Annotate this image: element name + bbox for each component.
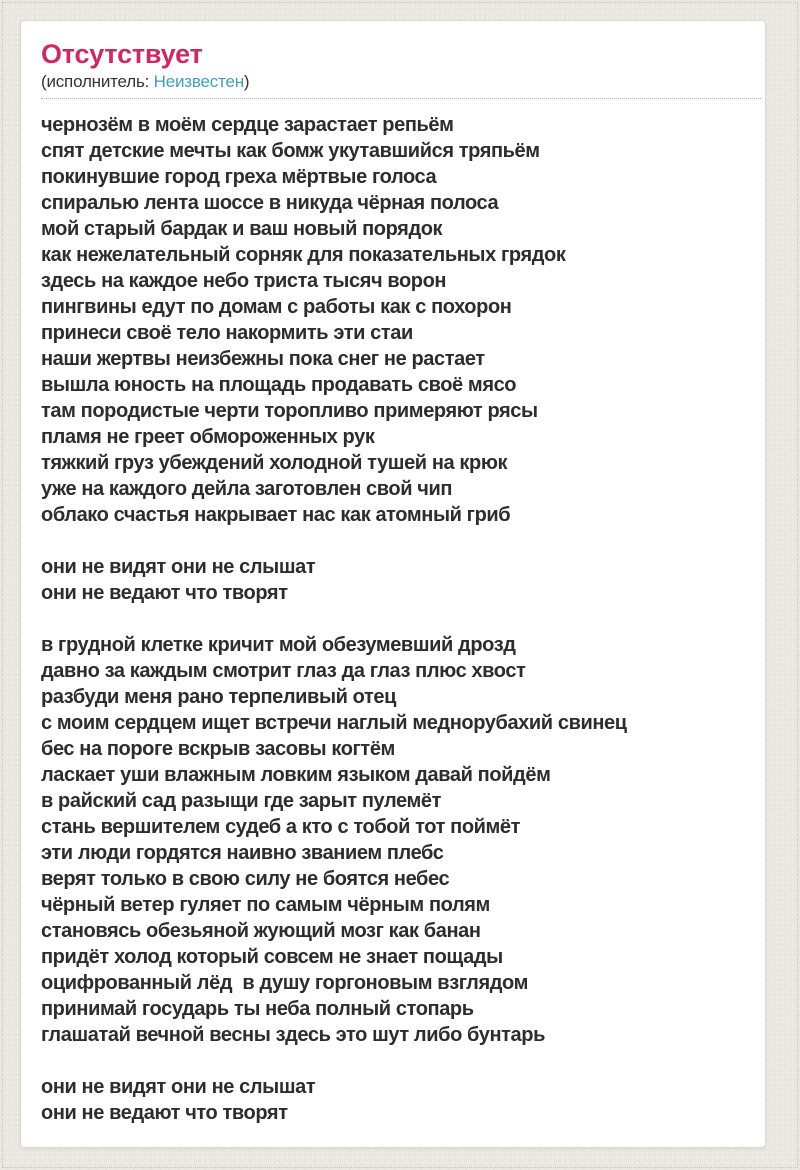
lyric-line: наши жертвы неизбежны пока снег не растает: [41, 348, 485, 370]
lyric-line: верят только в свою силу не боятся небес: [41, 868, 450, 890]
artist-line: [41, 72, 761, 99]
lyric-line: облако счастья накрывает нас как атомный гриб: [41, 504, 511, 526]
lyric-line: чёрный ветер гуляет по самым чёрным полям: [41, 894, 490, 916]
lyric-line: глашатай вечной весны здесь это шут либо бунтарь: [41, 1024, 545, 1046]
lyric-line: стань вершителем судеб а кто с тобой тот поймёт: [41, 816, 521, 838]
lyric-line: они не ведают что творят: [41, 1102, 288, 1124]
artist-label-prefix: (исполнитель:: [41, 72, 154, 91]
lyric-line: давно за каждым смотрит глаз да глаз плюс хвост: [41, 660, 526, 682]
lyric-line: они не видят они не слышат: [41, 556, 316, 578]
lyric-line: [41, 1048, 761, 1074]
lyric-line: здесь на каждое небо триста тысяч ворон: [41, 270, 447, 292]
lyric-line: разбуди меня рано терпеливый отец: [41, 686, 397, 708]
lyrics-card: [20, 20, 766, 1148]
lyric-line: там породистые черти торопливо примеряют рясы: [41, 400, 538, 422]
artist-link[interactable]: Неизвестен: [153, 72, 244, 91]
lyric-line: принимай государь ты неба полный стопарь: [41, 998, 474, 1020]
lyric-line: вышла юность на площадь продавать своё мясо: [41, 374, 517, 396]
lyrics-text: [41, 112, 761, 1126]
lyric-line: эти люди гордятся наивно званием плебс: [41, 842, 444, 864]
artist-label-suffix: ): [243, 72, 250, 91]
lyric-line: в грудной клетке кричит мой обезумевший дрозд: [41, 634, 516, 656]
lyric-line: мой старый бардак и ваш новый порядок: [41, 218, 443, 240]
lyric-line: пингвины едут по домам с работы как с похорон: [41, 296, 512, 318]
lyric-line: уже на каждого дейла заготовлен свой чип: [41, 478, 453, 500]
lyric-line: тяжкий груз убеждений холодной тушей на крюк: [41, 452, 508, 474]
lyric-line: они не ведают что творят: [41, 582, 288, 604]
lyric-line: чернозём в моём сердце зарастает репьём: [41, 114, 454, 136]
lyric-line: [41, 606, 761, 632]
lyric-line: принеси своё тело накормить эти стаи: [41, 322, 413, 344]
song-title: Отсутствует: [41, 39, 203, 69]
lyric-line: оцифрованный лёд в душу горгоновым взглядом: [41, 972, 528, 994]
lyric-line: как нежелательный сорняк для показательных грядок: [41, 244, 566, 266]
lyric-line: пламя не греет обмороженных рук: [41, 426, 375, 448]
lyric-line: придёт холод который совсем не знает пощады: [41, 946, 503, 968]
lyric-line: ласкает уши влажным ловким языком давай пойдём: [41, 764, 551, 786]
lyric-line: бес на пороге вскрыв засовы когтём: [41, 738, 395, 760]
lyric-line: с моим сердцем ищет встречи наглый меднорубахий свинец: [41, 712, 627, 734]
lyric-line: покинувшие город греха мёртвые голоса: [41, 166, 437, 188]
lyric-line: становясь обезьяной жующий мозг как банан: [41, 920, 481, 942]
lyric-line: они не видят они не слышат: [41, 1076, 316, 1098]
lyric-line: в райский сад разыщи где зарыт пулемёт: [41, 790, 441, 812]
lyric-line: [41, 528, 761, 554]
lyric-line: спят детские мечты как бомж укутавшийся тряпьём: [41, 140, 540, 162]
lyric-line: спиралью лента шоссе в никуда чёрная полоса: [41, 192, 499, 214]
